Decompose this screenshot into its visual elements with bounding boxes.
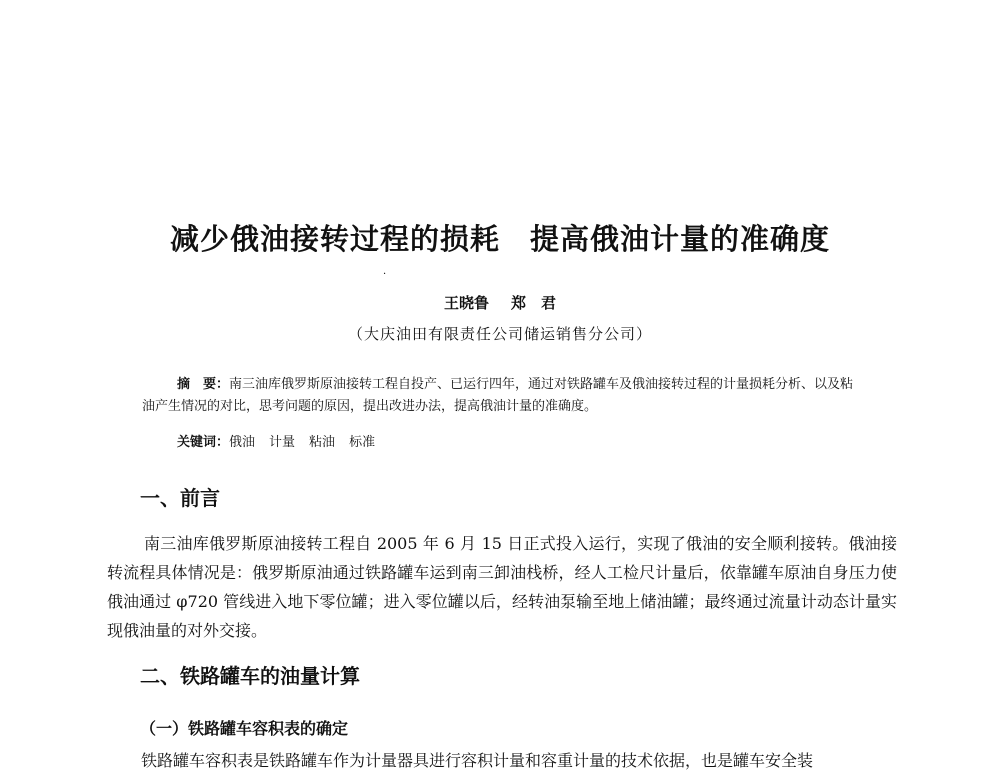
- abstract: [142, 374, 862, 418]
- paper-title: [0, 217, 1000, 258]
- keyword-3: 粘油: [309, 435, 336, 450]
- abstract-label: 摘 要：: [177, 377, 230, 392]
- keywords: [177, 431, 389, 450]
- keyword-1: 俄油: [229, 435, 256, 450]
- section-1-heading: 一、前言: [140, 486, 220, 510]
- author-1: 王晓鲁: [443, 294, 489, 312]
- affiliation: （大庆油田有限责任公司储运销售分公司）: [347, 325, 652, 343]
- authors: [0, 292, 1000, 313]
- abstract-text: 南三油库俄罗斯原油接转工程自投产、已运行四年，通过对铁路罐车及俄油接转过程的计量损耗分析、以及粘油产生情况的对比，思考问题的原因，提出改进办法，提高俄油计量的准确度。: [142, 377, 854, 414]
- section-2-heading: 二、铁路罐车的油量计算: [140, 664, 360, 688]
- section-1-paragraph: 南三油库俄罗斯原油接转工程自 2005 年 6 月 15 日正式投入运行，实现了俄油的安全顺利接转。俄油接转流程具体情况是：俄罗斯原油通过铁路罐车运到南三卸油栈桥，经人工检尺计量后，依靠罐车原油自身压力使俄油通过 φ720 管线进入地下零位罐；进入零位罐以后，经转油泵输至地上储油罐；最终通过流量计动态计量实现俄油量的对外交接。: [107, 534, 897, 640]
- keyword-2: 计量: [269, 435, 296, 450]
- title-part-1: 减少俄油接转过程的损耗: [169, 222, 500, 256]
- keyword-4: 标准: [349, 435, 376, 450]
- title-dot: ·: [383, 269, 387, 280]
- cutoff-paragraph: 铁路罐车容积表是铁路罐车作为计量器具进行容积计量和容重计量的技术依据，也是罐车安全装: [141, 751, 814, 770]
- author-2: 郑 君: [511, 294, 557, 312]
- title-part-2: 提高俄油计量的准确度: [530, 222, 831, 256]
- keywords-label: 关键词：: [177, 435, 230, 450]
- subsection-heading: （一）铁路罐车容积表的确定: [140, 719, 349, 738]
